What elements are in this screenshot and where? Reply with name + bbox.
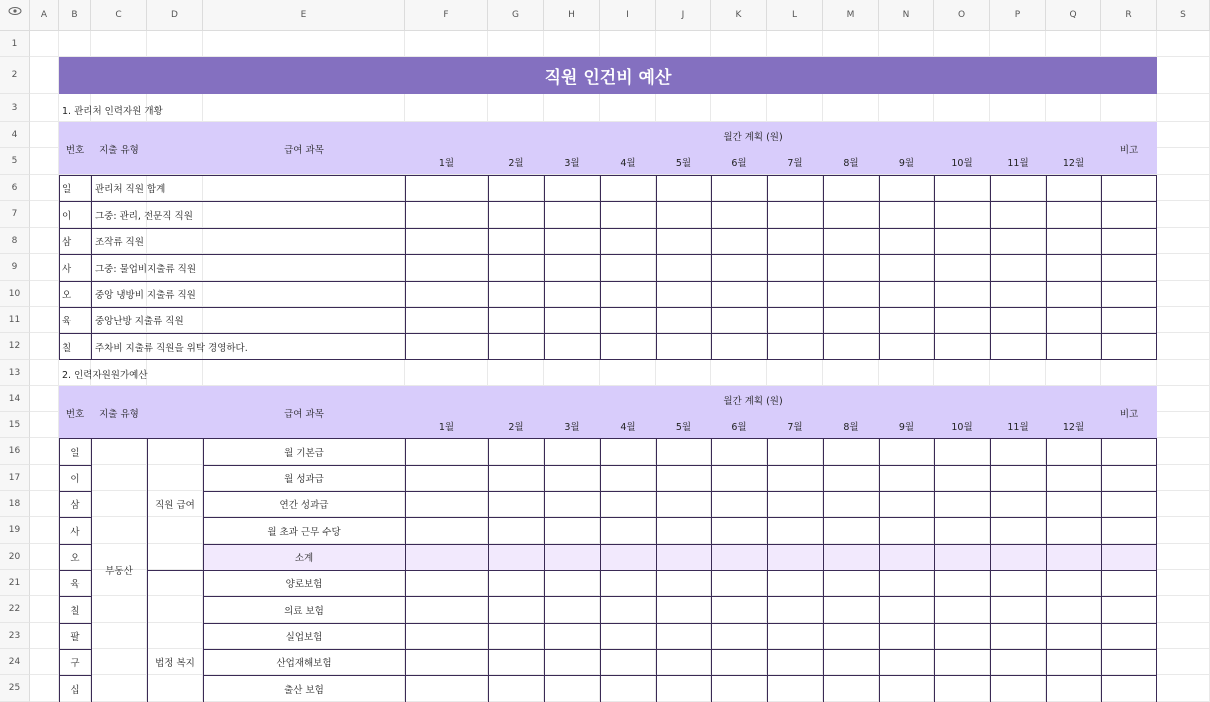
month-header: 12월 [1062, 158, 1085, 169]
s1-header-type: 지출 유형 [99, 145, 139, 156]
s2-row-item[interactable]: 소계 [294, 553, 314, 564]
month-header: 7월 [787, 158, 803, 169]
s1-row-label[interactable]: 관리처 직원 합계 [95, 184, 166, 195]
s1-row-no[interactable]: 일 [62, 184, 72, 195]
s2-row-item[interactable]: 출산 보험 [284, 684, 324, 696]
s2-row-item[interactable]: 월 기본급 [284, 447, 324, 459]
month-header: 4월 [620, 422, 636, 433]
s2-row-item[interactable]: 산업재해보험 [276, 658, 332, 669]
row-header[interactable]: 25 [0, 675, 30, 702]
s1-row-label[interactable]: 중앙 냉방비 지출류 직원 [95, 290, 196, 301]
s1-header-no: 번호 [65, 145, 85, 156]
column-header[interactable]: B [59, 0, 91, 31]
row-header[interactable]: 5 [0, 148, 30, 175]
row-header[interactable]: 19 [0, 517, 30, 544]
month-header: 1월 [438, 422, 455, 433]
s1-row-label[interactable]: 중앙난방 지출류 직원 [95, 316, 184, 327]
s2-row-no[interactable]: 사 [70, 526, 80, 538]
row-header[interactable]: 12 [0, 333, 30, 360]
month-header: 6월 [731, 422, 747, 433]
month-header: 8월 [843, 158, 859, 169]
select-all-corner[interactable] [0, 0, 30, 31]
s1-row-no[interactable]: 사 [62, 263, 72, 275]
row-header[interactable]: 13 [0, 360, 30, 386]
month-header: 6월 [731, 158, 747, 169]
s2-row-no[interactable]: 십 [70, 684, 80, 696]
s1-header-monthly: 월간 계획 (원) [723, 132, 783, 143]
s1-header-item: 급여 과목 [284, 145, 324, 156]
s2-header-note: 비고 [1119, 409, 1139, 420]
month-header: 7월 [787, 422, 803, 433]
row-header[interactable]: 11 [0, 307, 30, 333]
row-header[interactable]: 22 [0, 596, 30, 623]
column-header[interactable]: G [488, 0, 544, 31]
column-header[interactable]: R [1101, 0, 1157, 31]
s1-row-label[interactable]: 그중: 관리, 전문직 직원 [95, 210, 193, 222]
section1-title[interactable]: 1. 관리처 인력자원 개황 [62, 106, 163, 117]
column-header[interactable]: K [711, 0, 767, 31]
s2-row-no[interactable]: 이 [70, 474, 80, 485]
column-header[interactable]: E [203, 0, 405, 31]
column-header[interactable]: L [767, 0, 823, 31]
row-header[interactable]: 21 [0, 570, 30, 596]
s2-row-no[interactable]: 구 [70, 658, 80, 669]
row-header[interactable]: 1 [0, 31, 30, 57]
row-header[interactable]: 24 [0, 649, 30, 675]
column-header[interactable]: F [405, 0, 488, 31]
month-header: 10월 [951, 158, 973, 169]
month-header: 11월 [1007, 422, 1029, 433]
s1-row-label[interactable]: 그중: 물업비지출류 직원 [95, 263, 197, 275]
s2-header-monthly: 월간 계획 (원) [723, 396, 783, 407]
month-header: 12월 [1062, 422, 1085, 433]
s2-row-no[interactable]: 오 [70, 553, 80, 564]
month-header: 2월 [508, 422, 524, 433]
month-header: 5월 [675, 158, 692, 169]
column-header[interactable]: J [656, 0, 711, 31]
s1-row-no[interactable]: 이 [62, 210, 72, 222]
column-header[interactable]: D [147, 0, 203, 31]
column-header[interactable]: O [934, 0, 990, 31]
row-header[interactable]: 17 [0, 465, 30, 491]
s2-type-label[interactable]: 부동산 [105, 566, 133, 577]
month-header: 9월 [898, 158, 915, 169]
s2-row-item[interactable]: 실업보험 [285, 632, 323, 643]
s2-row-no[interactable]: 팔 [70, 632, 80, 643]
month-header: 4월 [620, 158, 636, 169]
s2-row-item[interactable]: 의료 보험 [284, 605, 324, 617]
s2-row-item[interactable]: 월 성과급 [284, 474, 324, 485]
column-header[interactable]: S [1157, 0, 1210, 31]
s1-row-no[interactable]: 육 [62, 316, 72, 327]
row-header[interactable]: 9 [0, 254, 30, 281]
column-header[interactable]: P [990, 0, 1046, 31]
month-header: 9월 [898, 422, 915, 433]
row-header[interactable]: 14 [0, 386, 30, 412]
s2-group-welfare[interactable]: 법정 복지 [155, 658, 195, 669]
column-header[interactable]: C [91, 0, 147, 31]
row-header[interactable]: 10 [0, 281, 30, 307]
s2-row-no[interactable]: 삼 [70, 500, 80, 511]
column-header[interactable]: N [879, 0, 934, 31]
row-header[interactable]: 16 [0, 438, 30, 465]
column-header[interactable]: H [544, 0, 600, 31]
page-title[interactable]: 직원 인건비 예산 [59, 57, 1157, 94]
s1-row-no[interactable]: 칠 [62, 342, 72, 354]
s1-row-label[interactable]: 주차비 지출류 직원을 위탁 경영하다. [95, 342, 248, 354]
s1-row-label[interactable]: 조작류 직원 [95, 237, 144, 248]
s2-row-no[interactable]: 칠 [70, 605, 80, 617]
s2-row-item[interactable]: 양로보험 [285, 579, 323, 590]
s2-header-no: 번호 [65, 409, 85, 420]
column-header[interactable]: Q [1046, 0, 1101, 31]
column-header[interactable]: I [600, 0, 656, 31]
row-header[interactable]: 20 [0, 544, 30, 570]
row-header[interactable]: 7 [0, 201, 30, 228]
s2-header-type: 지출 유형 [99, 409, 139, 420]
month-header: 10월 [951, 422, 973, 433]
row-header[interactable]: 8 [0, 228, 30, 254]
s1-row-no[interactable]: 오 [62, 290, 72, 301]
column-header[interactable]: M [823, 0, 879, 31]
s2-row-item[interactable]: 연간 성과급 [279, 500, 329, 511]
month-header: 11월 [1007, 158, 1029, 169]
row-header[interactable]: 23 [0, 623, 30, 649]
s2-row-no[interactable]: 일 [70, 447, 80, 459]
month-header: 5월 [675, 422, 692, 433]
section2-title[interactable]: 2. 인력자원원가예산 [62, 370, 148, 381]
s1-row-no[interactable]: 삼 [62, 237, 72, 248]
s2-header-item: 급여 과목 [284, 409, 324, 420]
month-header: 1월 [438, 158, 455, 169]
month-header: 8월 [843, 422, 859, 433]
month-header: 3월 [564, 158, 580, 169]
s2-row-item[interactable]: 월 초과 근무 수당 [267, 526, 341, 538]
row-header[interactable]: 15 [0, 412, 30, 438]
row-header[interactable]: 3 [0, 94, 30, 122]
s1-header-note: 비고 [1119, 145, 1139, 156]
s2-group-salary[interactable]: 직원 급여 [155, 500, 195, 511]
column-header[interactable]: A [30, 0, 59, 31]
eye-settings-icon [8, 6, 22, 16]
row-header[interactable]: 2 [0, 57, 30, 94]
month-header: 2월 [508, 158, 524, 169]
row-header[interactable]: 4 [0, 122, 30, 148]
row-header[interactable]: 18 [0, 491, 30, 517]
month-header: 3월 [564, 422, 580, 433]
row-header[interactable]: 6 [0, 175, 30, 201]
s2-row-no[interactable]: 육 [70, 579, 80, 590]
